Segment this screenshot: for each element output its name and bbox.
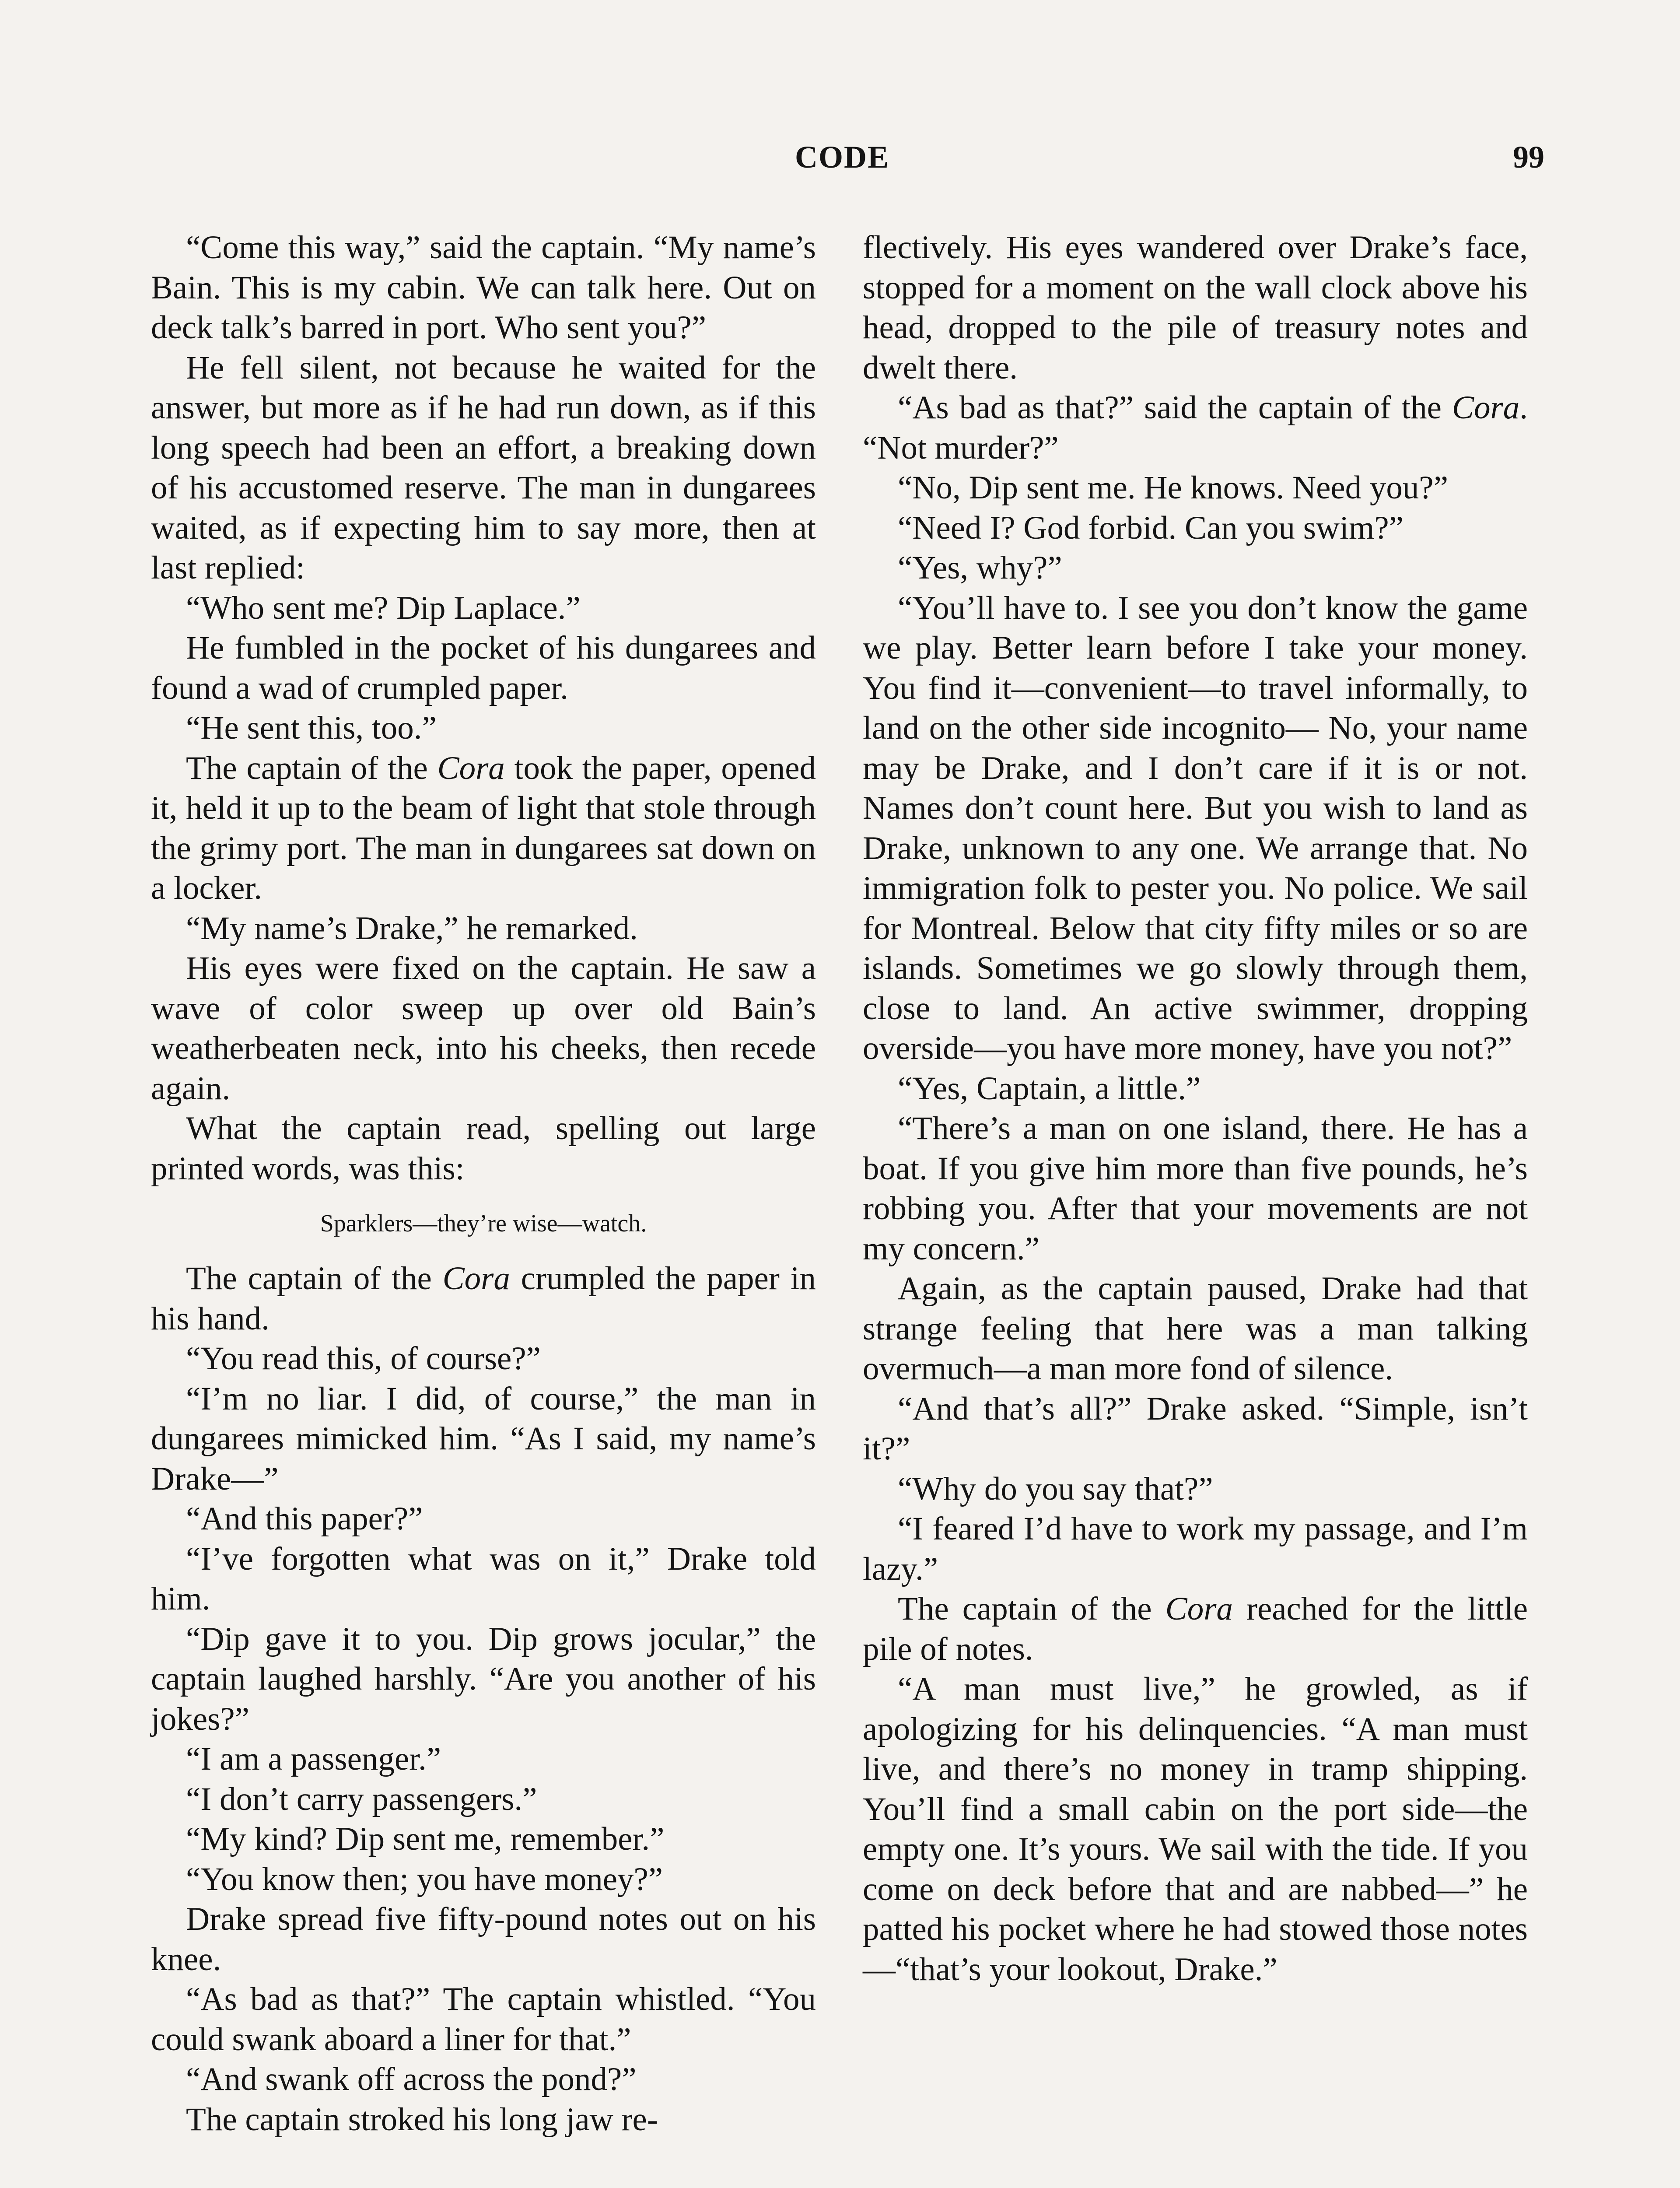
paragraph: The captain of the Cora crumpled the paper in his hand.: [151, 1260, 816, 1337]
paragraph: “Dip gave it to you. Dip grows jocular,” the captain laughed harshly. “Are you another of his jokes?”: [151, 1620, 816, 1737]
paragraph: “As bad as that?” said the captain of the Cora. “Not murder?”: [863, 389, 1528, 466]
paragraph: “I’ve forgotten what was on it,” Drake told him.: [151, 1540, 816, 1617]
paragraph: He fell silent, not because he waited for the answer, but more as if he had run down, as if this long speech had been an effort, a breaking down of his accustomed reserve. The man in dungarees waited, as if expecting him to say more, then at last replied:: [151, 349, 816, 586]
ship-name: Cora: [1452, 389, 1520, 426]
paragraph: The captain of the Cora reached for the little pile of notes.: [863, 1591, 1528, 1667]
paragraph: “Yes, Captain, a little.”: [898, 1070, 1201, 1107]
paragraph: “I feared I’d have to work my passage, and I’m lazy.”: [863, 1511, 1528, 1587]
paragraph: “Why do you say that?”: [898, 1470, 1213, 1507]
paragraph: What the captain read, spelling out large printed words, was this:: [151, 1110, 816, 1187]
paragraph: flectively. His eyes wandered over Drake’s face, stopped for a moment on the wall clock above his head, dropped to the pile of treasury notes and dwelt there.: [863, 229, 1528, 386]
paragraph: “My name’s Drake,” he remarked.: [186, 910, 638, 947]
paragraph: “I don’t carry passengers.”: [186, 1781, 537, 1817]
paragraph: “Yes, why?”: [898, 550, 1062, 586]
paragraph: Drake spread five fifty-pound notes out on his knee.: [151, 1901, 816, 1978]
right-column: [863, 228, 1528, 1989]
paragraph: His eyes were fixed on the captain. He saw a wave of color sweep up over old Bain’s weatherbeaten neck, into his cheeks, then recede again.: [151, 950, 816, 1107]
paragraph: “And this paper?”: [186, 1501, 423, 1537]
paragraph: “No, Dip sent me. He knows. Need you?”: [898, 470, 1449, 506]
paragraph: “Need I? God forbid. Can you swim?”: [898, 509, 1404, 546]
paragraph: He fumbled in the pocket of his dungarees and found a wad of crumpled paper.: [151, 630, 816, 706]
printed-note: Sparklers—they’re wise—watch.: [320, 1210, 647, 1237]
paragraph: “And swank off across the pond?”: [186, 2061, 637, 2097]
paragraph: “My kind? Dip sent me, remember.”: [186, 1821, 665, 1857]
paragraph: The captain stroked his long jaw re-: [186, 2101, 658, 2138]
page-number: 99: [1513, 140, 1544, 175]
paragraph: “Who sent me? Dip Laplace.”: [186, 589, 581, 626]
paragraph: Again, as the captain paused, Drake had that strange feeling that here was a man talking overmuch—a man more fond of silence.: [863, 1270, 1528, 1387]
running-head: CODE: [794, 140, 890, 175]
paragraph: “And that’s all?” Drake asked. “Simple, isn’t it?”: [863, 1390, 1528, 1467]
paragraph: “I’m no liar. I did, of course,” the man in dungarees mimicked him. “As I said, my name’s Drake—”: [151, 1380, 816, 1497]
paragraph: “You’ll have to. I see you don’t know the game we play. Better learn before I take your money. You find it—convenient—to travel informally, to land on the other side incognito— No, your name may be Drake, and I don’t care if it is or not. Names don’t count here. But you wish to land as Drake, unknown to any one. We arrange that. No immigration folk to pester you. No police. We sail for Montreal. Below that city fifty miles or so are islands. Sometimes we go slowly through them, close to land. An active swimmer, dropping overside—you have more money, have you not?”: [863, 589, 1528, 1066]
left-column: [151, 228, 816, 2139]
paragraph: The captain of the Cora took the paper, opened it, held it up to the beam of light that stole through the grimy port. The man in dungarees sat down on a locker.: [151, 750, 816, 906]
page-header: [0, 139, 1680, 187]
ship-name: Cora: [437, 750, 505, 786]
paragraph: “You read this, of course?”: [186, 1340, 541, 1377]
paragraph: “Come this way,” said the captain. “My name’s Bain. This is my cabin. We can talk here. Out on deck talk’s barred in port. Who sent you?”: [151, 229, 816, 346]
paragraph: “There’s a man on one island, there. He has a boat. If you give him more than five pounds, he’s robbing you. After that your movements are not my concern.”: [863, 1110, 1528, 1267]
paragraph: “I am a passenger.”: [186, 1741, 441, 1777]
paragraph: “He sent this, too.”: [186, 710, 437, 746]
paragraph: “You know then; you have money?”: [186, 1861, 663, 1897]
ship-name: Cora: [442, 1260, 510, 1297]
ship-name: Cora: [1165, 1591, 1233, 1627]
paragraph: “As bad as that?” The captain whistled. “You could swank aboard a liner for that.”: [151, 1981, 816, 2058]
paragraph: “A man must live,” he growled, as if apologizing for his delinquencies. “A man must live, and there’s no money in tramp shipping. You’ll find a small cabin on the port side—the empty one. It’s yours. We sail with the tide. If you come on deck before that and are nabbed—” he patted his pocket where he had stowed those notes—“that’s your lookout, Drake.”: [863, 1671, 1528, 1988]
